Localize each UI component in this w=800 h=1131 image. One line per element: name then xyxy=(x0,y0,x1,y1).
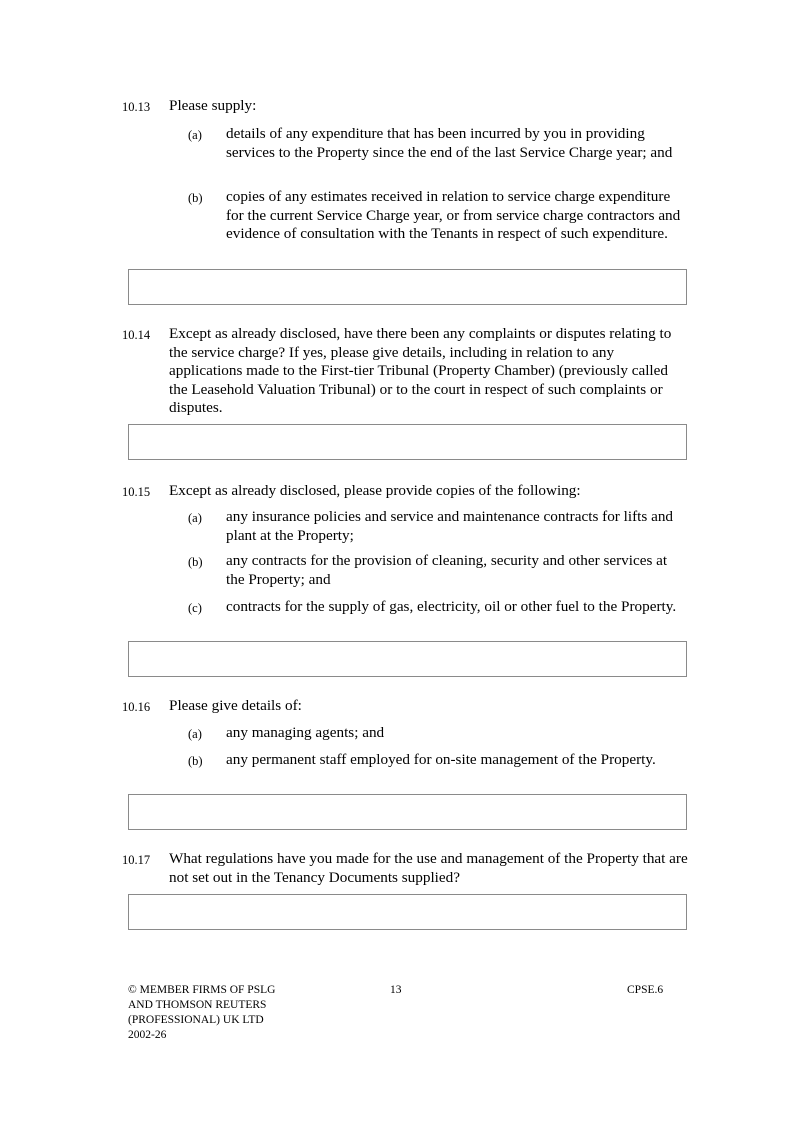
footer-copyright-line: AND THOMSON REUTERS xyxy=(128,999,267,1011)
sub-item-text: any permanent staff employed for on-site management of the Property. xyxy=(226,751,656,768)
sub-item-text: any managing agents; and xyxy=(226,724,385,741)
question-text: What regulations have you made for the use and management of the Property that are not set out in the Tenancy Documents supplied? xyxy=(169,850,688,886)
sub-item-label: (a) xyxy=(188,727,202,741)
sub-item-label: (c) xyxy=(188,601,202,615)
page-number: 13 xyxy=(390,984,402,996)
question-number: 10.17 xyxy=(122,853,151,867)
question-number: 10.15 xyxy=(122,485,151,499)
sub-item-text: contracts for the supply of gas, electricity, oil or other fuel to the Property. xyxy=(226,598,677,615)
sub-item-label: (a) xyxy=(188,128,202,142)
sub-item-label: (a) xyxy=(188,511,202,525)
footer-copyright-line: (PROFESSIONAL) UK LTD xyxy=(128,1014,264,1026)
answer-box-10-15[interactable] xyxy=(128,641,687,677)
sub-item-text: any insurance policies and service and maintenance contracts for lifts and plant at the Property; xyxy=(226,508,674,544)
form-code: CPSE.6 xyxy=(627,984,664,996)
sub-item-text: any contracts for the provision of cleaning, security and other services at the Property; and xyxy=(226,552,668,588)
footer-copyright-line: 2002-26 xyxy=(128,1029,167,1041)
question-text: Except as already disclosed, have there been any complaints or disputes relating to the service charge? If yes, please give details, including in relation to any applications made to the First-tier Tribunal (Property Chamber) (previously called the Leasehold Valuation Tribunal) or to the court in respect of such complaints or disputes. xyxy=(169,325,672,417)
question-number: 10.16 xyxy=(122,700,151,714)
sub-item-label: (b) xyxy=(188,191,203,205)
answer-box-10-14[interactable] xyxy=(128,424,687,460)
answer-box-10-16[interactable] xyxy=(128,794,687,830)
answer-box-10-17[interactable] xyxy=(128,894,687,930)
footer-copyright-line: © MEMBER FIRMS OF PSLG xyxy=(128,984,276,996)
question-number: 10.14 xyxy=(122,328,151,342)
sub-item-label: (b) xyxy=(188,555,203,569)
answer-box-10-13[interactable] xyxy=(128,269,687,305)
sub-item-label: (b) xyxy=(188,754,203,768)
question-text: Except as already disclosed, please provide copies of the following: xyxy=(169,482,581,499)
question-text: Please supply: xyxy=(169,97,257,114)
question-text: Please give details of: xyxy=(169,697,302,714)
footer-copyright xyxy=(128,983,275,1043)
sub-item-text: details of any expenditure that has been incurred by you in providing services to the Property since the end of the last Service Charge year; and xyxy=(226,125,673,161)
question-number: 10.13 xyxy=(122,100,151,114)
sub-item-text: copies of any estimates received in relation to service charge expenditure for the current Service Charge year, or from service charge contractors and evidence of consultation with the Tenants in respect of such expenditure. xyxy=(226,188,681,243)
